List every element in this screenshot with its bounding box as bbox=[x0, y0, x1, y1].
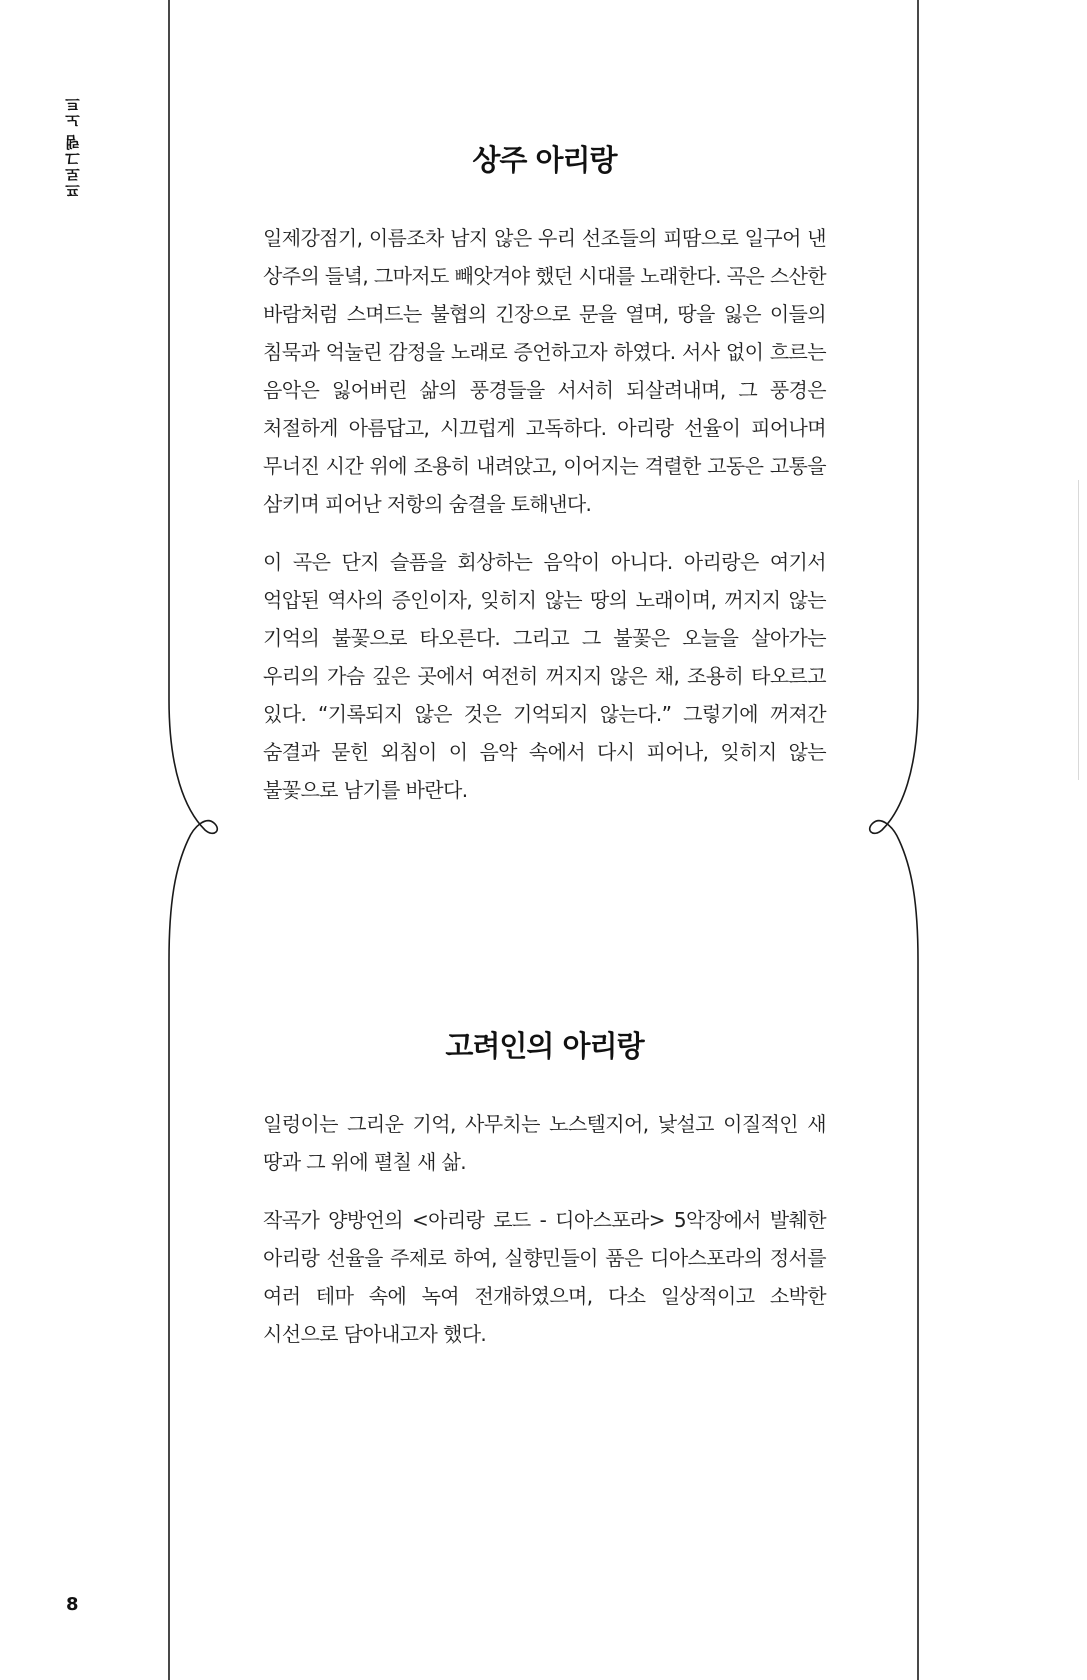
paragraph: 일렁이는 그리운 기억, 사무치는 노스텔지어, 낯설고 이질적인 새 땅과 그 위에 펼칠 새 삶. bbox=[263, 1112, 826, 1174]
side-section-label: 프로그램 노트 bbox=[64, 96, 82, 199]
paragraph: 일제강점기, 이름조차 남지 않은 우리 선조들의 피땀으로 일구어 낸 상주의 들녘, 그마저도 빼앗겨야 했던 시대를 노래한다. 곡은 스산한 바람처럼 스며드는 불협의 긴장으로 문을 열며, 땅을 잃은 이들의 침묵과 억눌린 감정을 노래로 증언하고자 하였다. 서사 없이 흐르는 음악은 잃어버린 삶의 풍경들을 서서히 되살려내며, 그 풍경은 처절하게 아름답고, 시끄럽게 고독하다. 아리랑 선율이 피어나며 무너진 시간 위에 조용히 내려앉고, 이어지는 격렬한 고동은 고통을 삼키며 피어난 저항의 숨결을 토해낸다. bbox=[263, 226, 827, 516]
section-title: 고려인의 아리랑 bbox=[445, 1029, 644, 1063]
page-edge-line bbox=[1078, 480, 1079, 780]
page-number: 8 bbox=[66, 1594, 79, 1615]
section-goryeoin-arirang bbox=[263, 1024, 826, 1373]
paragraph: 이 곡은 단지 슬픔을 회상하는 음악이 아니다. 아리랑은 여기서 억압된 역사의 증인이자, 잊히지 않는 땅의 노래이며, 꺼지지 않는 기억의 불꽃으로 타오른다. 그리고 그 불꽃은 오늘을 살아가는 우리의 가슴 깊은 곳에서 여전히 꺼지지 않은 채, 조용히 타오르고 있다. “기록되지 않은 것은 기억되지 않는다.” 그렇기에 꺼져간 숨결과 묻힌 외침이 이 음악 속에서 다시 피어나, 잊히지 않는 불꽃으로 남기를 바란다. bbox=[263, 550, 826, 802]
paragraph: 작곡가 양방언의 <아리랑 로드 - 디아스포라> 5악장에서 발췌한 아리랑 선율을 주제로 하여, 실향민들이 품은 디아스포라의 정서를 여러 테마 속에 녹여 전개하였으며, 다소 일상적이고 소박한 시선으로 담아내고자 했다. bbox=[263, 1208, 826, 1346]
frame-right-line bbox=[870, 0, 918, 1680]
section-title: 상주 아리랑 bbox=[472, 143, 617, 177]
frame-left-line bbox=[169, 0, 217, 1680]
section-sangju-arirang bbox=[263, 138, 826, 829]
